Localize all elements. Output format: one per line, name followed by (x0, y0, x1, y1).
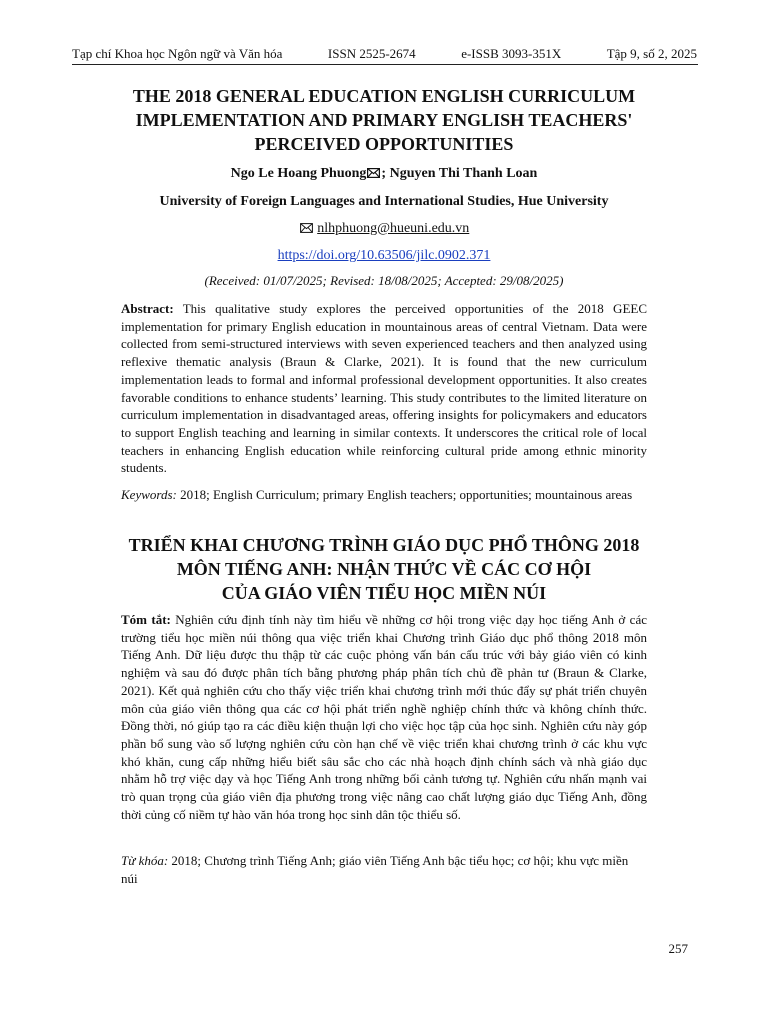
issn: ISSN 2525-2674 (327, 46, 416, 61)
vietnamese-title-line: CỦA GIÁO VIÊN TIỂU HỌC MIỀN NÚI (221, 583, 547, 603)
vietnamese-abstract-text: Nghiên cứu định tính này tìm hiểu về những cơ hội trong việc dạy học tiếng Anh ở các trường tiểu học miền núi thông qua việc triển khai Chương trình Giáo dục phổ thông 2018 môn Tiếng Anh. Dữ liệu được thu thập từ các cuộc phỏng vấn bán cấu trúc với bảy giáo viên có kinh nghiệm và sau đó được phân tích bằng phương pháp phân tích chủ đề phản tư (Braun & Clarke, 2021). Kết quả nghiên cứu cho thấy việc triển khai chương trình mới thúc đẩy sự phát triển chuyên môn của giáo viên thông qua các cơ hội phát triển nghề nghiệp chính thức và không chính thức. Đồng thời, nó giúp tạo ra các điều kiện thuận lợi cho việc học tập của học sinh. Nghiên cứu này góp phần bổ sung vào số lượng nghiên cứu còn hạn chế về việc triển khai chương trình ở các khu vực khó khăn, cung cấp những hiểu biết sâu sắc cho các nhà hoạch định chính sách và nhà giáo dục nhằm hỗ trợ việc dạy và học Tiếng Anh trong những bối cảnh tương tự. Nghiên cứu nhấn mạnh vai trò quan trọng của giáo viên địa phương trong việc nâng cao chất lượng giáo dục Tiếng Anh, đồng thời củng cố niềm tự hào văn hóa trong học sinh dân tộc thiểu số. (121, 612, 647, 822)
abstract-label: Abstract: (121, 301, 174, 316)
vietnamese-abstract (121, 611, 647, 823)
page-number: 257 (668, 941, 688, 956)
affiliation: University of Foreign Languages and International Studies, Hue University (159, 194, 609, 209)
vietnamese-keywords (121, 852, 647, 887)
author-name: Ngo Le Hoang Phuong (230, 166, 367, 181)
author-separator: ; (381, 166, 390, 181)
vietnamese-title (80, 533, 688, 605)
vietnamese-title-line: TRIỂN KHAI CHƯƠNG TRÌNH GIÁO DỤC PHỔ THÔNG 2018 (128, 535, 640, 555)
email-link[interactable]: nlhphuong@hueuni.edu.vn (317, 221, 470, 236)
journal-name: Tạp chí Khoa học Ngôn ngữ và Văn hóa (72, 46, 283, 61)
running-header (72, 46, 697, 62)
article-title-line: IMPLEMENTATION AND PRIMARY ENGLISH TEACHERS' (135, 110, 633, 130)
volume-issue: Tập 9, số 2, 2025 (606, 46, 697, 61)
vietnamese-abstract-label: Tóm tắt: (121, 612, 171, 627)
author-list (80, 164, 688, 184)
envelope-icon (300, 223, 313, 233)
article-title (80, 84, 688, 156)
author-name: Nguyen Thi Thanh Loan (389, 166, 538, 181)
submission-dates: (Received: 01/07/2025; Revised: 18/08/2025; Accepted: 29/08/2025) (204, 273, 564, 288)
doi (80, 246, 688, 266)
vietnamese-title-line: MÔN TIẾNG ANH: NHẬN THỨC VỀ CÁC CƠ HỘI (176, 559, 592, 579)
abstract-text: This qualitative study explores the perceived opportunities of the 2018 GEEC implementation for primary English education in mountainous areas of central Vietnam. Data were collected from semi-structured interviews with seven experienced teachers and then analyzed using reflexive thematic analysis (Braun & Clarke, 2021). It is found that the new curriculum implementation leads to formal and informal professional development opportunities. It also creates favorable conditions to enhance students’ learning. This study contributes to the limited literature on curriculum implementation in disadvantaged areas, offering insights for policymakers and educators to support English teaching and learning in similar contexts. It underscores the critical role of local teachers in enhancing English education while reinforcing cultural pride among ethnic minority students. (121, 301, 647, 476)
keywords-label: Keywords: (121, 487, 177, 502)
eissn: e-ISSB 3093-351X (461, 46, 562, 61)
abstract (121, 300, 647, 477)
header-rule (72, 64, 698, 65)
article-title-line: THE 2018 GENERAL EDUCATION ENGLISH CURRICULUM (132, 86, 636, 106)
vietnamese-keywords-label: Từ khóa: (121, 853, 169, 868)
vietnamese-keywords-text: 2018; Chương trình Tiếng Anh; giáo viên Tiếng Anh bậc tiểu học; cơ hội; khu vực miền núi (121, 853, 629, 886)
corresponding-email (80, 219, 688, 239)
article-title-line: PERCEIVED OPPORTUNITIES (254, 134, 514, 154)
doi-link[interactable]: https://doi.org/10.63506/jilc.0902.371 (277, 248, 491, 263)
keywords-text: 2018; English Curriculum; primary English teachers; opportunities; mountainous areas (176, 487, 633, 502)
keywords (121, 486, 647, 504)
envelope-icon (367, 168, 380, 178)
